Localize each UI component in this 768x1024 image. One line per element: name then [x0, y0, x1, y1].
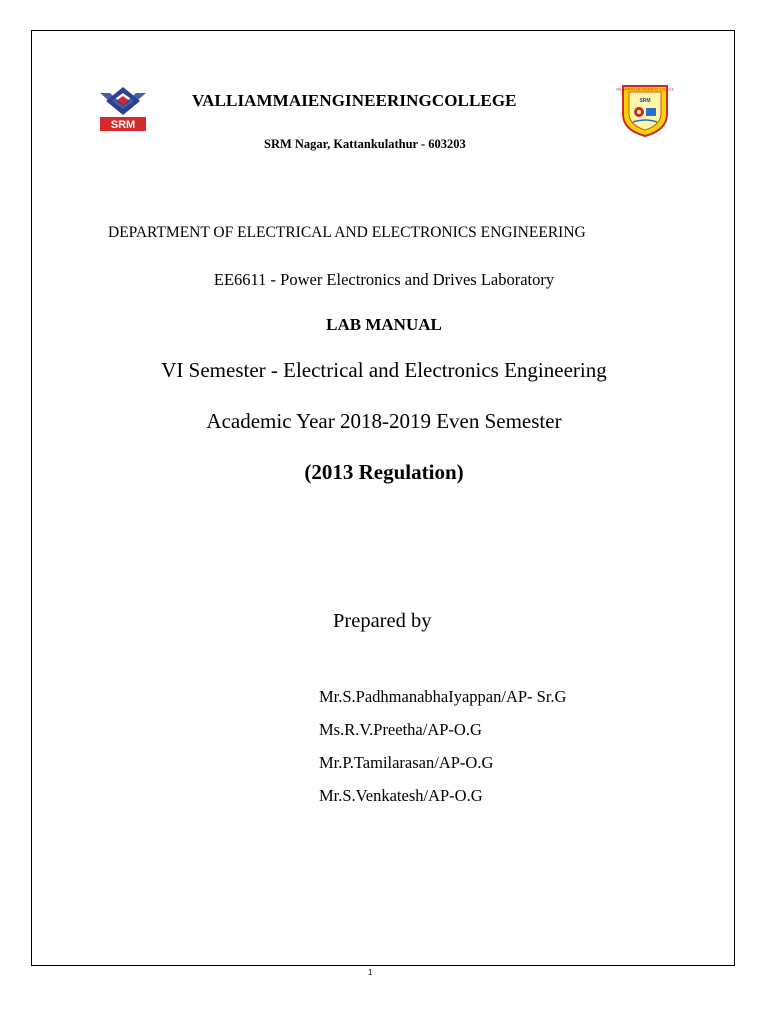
- seal-inner-text: SRM: [639, 98, 651, 104]
- page-number: 1: [368, 968, 373, 977]
- prepared-by-heading: Prepared by: [333, 610, 432, 632]
- page-border: [31, 30, 735, 966]
- srm-logo: [96, 85, 150, 133]
- preparer-name: Mr.P.Tamilarasan/AP-O.G: [319, 753, 494, 772]
- college-name: VALLIAMMAIENGINEERINGCOLLEGE: [192, 91, 517, 110]
- seal-ring-text: VALLIAMMAI ENGINEERING COLLEGE: [615, 87, 675, 92]
- preparer-name: Mr.S.PadhmanabhaIyappan/AP- Sr.G: [319, 687, 567, 706]
- semester-line: VI Semester - Electrical and Electronics Engineering: [161, 358, 607, 382]
- srm-logo-text: SRM: [110, 119, 136, 131]
- course-title: EE6611 - Power Electronics and Drives Laboratory: [213, 270, 555, 289]
- college-seal-logo: [615, 80, 675, 138]
- manual-title: LAB MANUAL: [326, 315, 442, 334]
- academic-year-line: Academic Year 2018-2019 Even Semester: [206, 409, 562, 433]
- department-title: DEPARTMENT OF ELECTRICAL AND ELECTRONICS ENGINEERING: [108, 224, 586, 241]
- preparer-name: Mr.S.Venkatesh/AP-O.G: [319, 786, 483, 805]
- regulation-line: (2013 Regulation): [304, 460, 464, 484]
- college-address: SRM Nagar, Kattankulathur - 603203: [264, 137, 466, 151]
- preparer-name: Ms.R.V.Preetha/AP-O.G: [319, 720, 482, 739]
